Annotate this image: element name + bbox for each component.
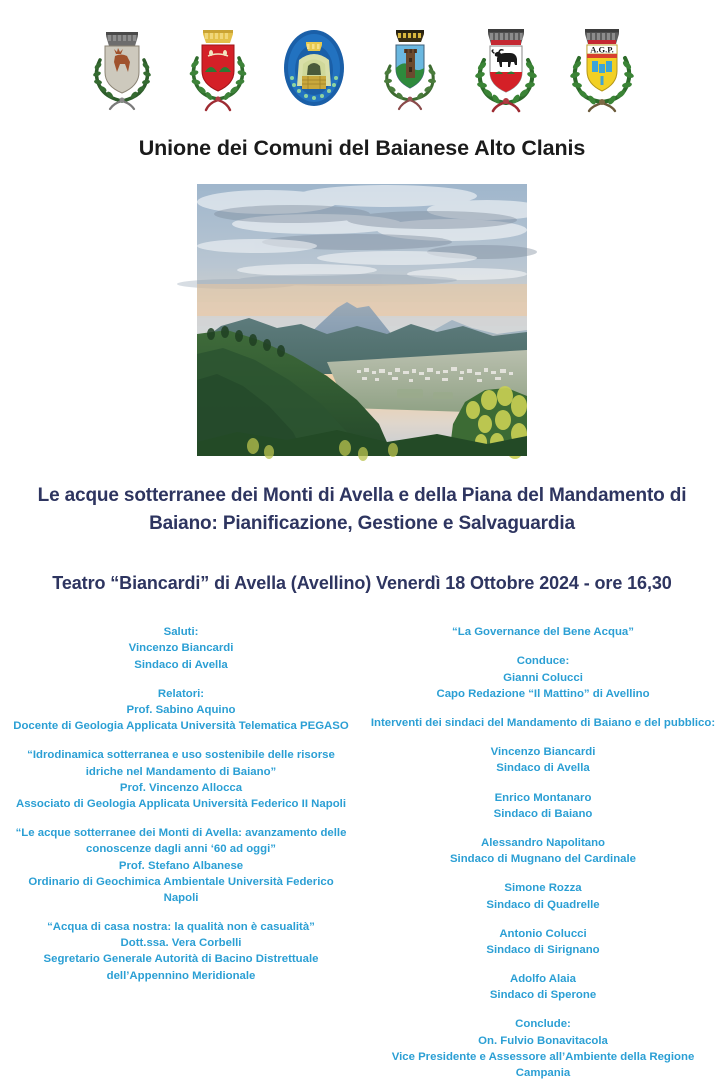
program-line: Conclude: <box>515 1018 571 1031</box>
sindaco-biancardi-block <box>368 744 718 776</box>
crest-sperone <box>560 16 644 112</box>
program-column-right <box>362 624 720 1081</box>
landscape-photo <box>197 184 527 456</box>
crest-sirignano <box>464 16 548 112</box>
program-line: “Acqua di casa nostra: la qualità non è casualità” <box>47 921 315 934</box>
program-line: Sindaco di Sperone <box>489 989 597 1002</box>
sindaco-alaia-block <box>368 971 718 1003</box>
event-title <box>0 482 724 538</box>
program-line: dell’Appennino Meridionale <box>106 969 256 982</box>
program-line: Simone Rozza <box>504 882 582 895</box>
program-line: “Idrodinamica sotterranea e uso sostenibile delle risorse <box>27 749 335 762</box>
program-line: Capo Redazione “Il Mattino” di Avellino <box>436 687 650 700</box>
program-line: Sindaco di Quadrelle <box>486 898 600 911</box>
program-line: Sindaco di Avella <box>496 762 590 775</box>
program-line: idriche nel Mandamento di Baiano” <box>85 765 277 778</box>
relazione-corbelli-block <box>6 919 356 984</box>
event-title-line-2: di Baiano: Pianificazione, Gestione e Salvaguardia <box>149 485 687 534</box>
event-title-line-1: Le acque sotterranee dei Monti di Avella e della Piana del Mandamento <box>37 485 665 506</box>
program-line: Sindaco di Baiano <box>493 807 593 820</box>
program-line: Sindaco di Avella <box>134 658 228 671</box>
program-line: conoscenze dagli anni ‘60 ad oggi” <box>86 843 276 856</box>
program-line: Dott.ssa. Vera Corbelli <box>120 937 242 950</box>
crest-mugnano-del-cardinale <box>272 16 356 112</box>
program-line: Relatori: <box>157 687 205 700</box>
program-line: Saluti: <box>163 626 199 639</box>
program-line: Sindaco di Sirignano <box>486 943 600 956</box>
program-line: Napoli <box>163 891 199 904</box>
sindaco-colucci-block <box>368 926 718 958</box>
program-line: “La Governance del Bene Acqua” <box>452 626 634 639</box>
relatori-block <box>6 686 356 735</box>
crest-quadrelle <box>368 16 452 112</box>
program-line: Docente di Geologia Applicata Università Telematica PEGASO <box>13 720 349 733</box>
program-line: Conduce: <box>516 655 570 668</box>
event-datetime: Venerdì 18 Ottobre 2024 - ore 16,30 <box>376 572 672 593</box>
relazione-allocca-block <box>6 747 356 812</box>
program-line: Prof. Stefano Albanese <box>118 859 244 872</box>
program-line: Enrico Montanaro <box>494 791 592 804</box>
relazione-albanese-block <box>6 825 356 906</box>
program-line: “Le acque sotterranee dei Monti di Avella: avanzamento delle <box>15 827 347 840</box>
governance-block <box>368 624 718 640</box>
program-line: Vincenzo Biancardi <box>490 746 596 759</box>
photo-container <box>0 184 724 456</box>
conduce-block <box>368 653 718 702</box>
program-line: Vice Presidente e Assessore all’Ambiente della Regione Campania <box>391 1050 695 1080</box>
program-line: Interventi dei sindaci del Mandamento di Baiano e del pubblico: <box>370 717 716 730</box>
sindaco-rozza-block <box>368 880 718 912</box>
program-line: Prof. Sabino Aquino <box>126 704 236 717</box>
crest-avella <box>80 16 164 112</box>
interventi-block <box>368 715 718 731</box>
program-column-left <box>4 624 362 984</box>
crest-agp-label: A.G.P. <box>590 44 614 55</box>
program-line: Antonio Colucci <box>499 927 587 940</box>
sindaco-montanaro-block <box>368 790 718 822</box>
program-line: Gianni Colucci <box>503 671 583 684</box>
venue-block <box>0 570 724 596</box>
program-section <box>0 624 724 1081</box>
program-line: Vincenzo Biancardi <box>128 642 234 655</box>
program-line: Alessandro Napolitano <box>480 836 606 849</box>
crest-baiano <box>176 16 260 112</box>
program-line: Prof. Vincenzo Allocca <box>119 781 243 794</box>
program-line: Associato di Geologia Applicata Università Federico II Napoli <box>16 797 346 810</box>
program-line: Adolfo Alaia <box>509 973 577 986</box>
program-line: Ordinario di Geochimica Ambientale Università Federico <box>28 875 334 888</box>
union-title: Unione dei Comuni del Baianese Alto Clanis <box>138 136 586 160</box>
program-line: Segretario Generale Autorità di Bacino Distrettuale <box>43 953 319 966</box>
sindaco-napolitano-block <box>368 835 718 867</box>
conclude-block <box>368 1016 718 1081</box>
crest-row <box>0 0 724 112</box>
saluti-block <box>6 624 356 673</box>
program-line: Sindaco di Mugnano del Cardinale <box>449 853 637 866</box>
venue-name: Teatro “Biancardi” di Avella (Avellino) <box>52 572 372 593</box>
program-line: On. Fulvio Bonavitacola <box>478 1034 608 1047</box>
